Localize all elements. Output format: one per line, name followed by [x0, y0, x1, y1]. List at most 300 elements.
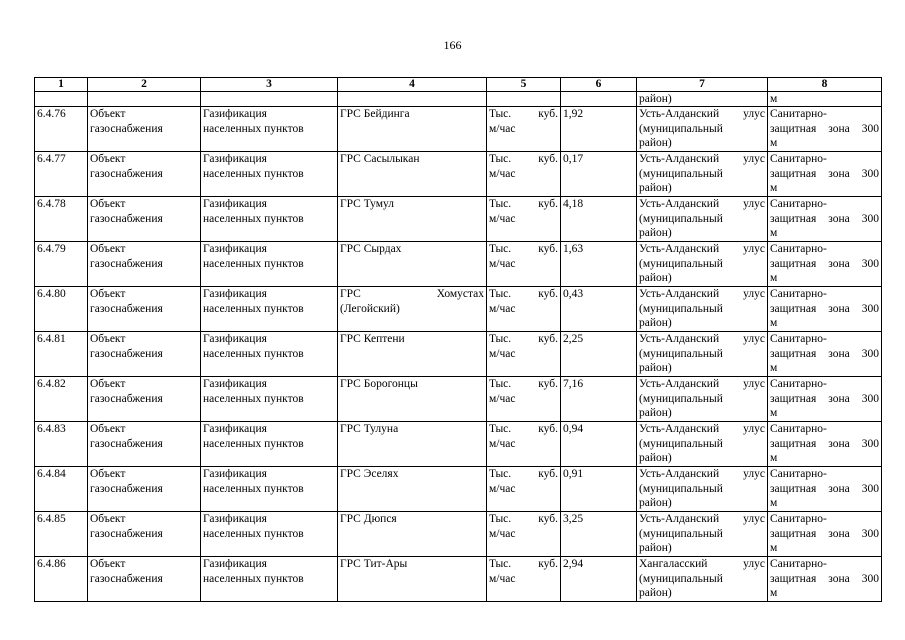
- cell-text-zone3: м: [770, 362, 778, 374]
- unit-cell: [487, 197, 561, 242]
- location-cell: [637, 557, 768, 602]
- location-cell: [637, 422, 768, 467]
- cell-text-zone2: защитная: [770, 167, 817, 180]
- cell-text-value: 0,91: [563, 468, 584, 480]
- cell-text-zone2: защитная: [770, 572, 817, 585]
- cell-text-unit1b: куб.: [538, 513, 558, 525]
- table-row: [35, 242, 882, 287]
- cell-text-num: 6.4.85: [37, 513, 66, 525]
- cell-text-loc2: (муниципальный: [639, 302, 723, 315]
- location-cell: [637, 332, 768, 377]
- cell-text-purp2: населенных пунктов: [203, 347, 304, 360]
- cell-text-loc1: Усть-Алданский: [639, 468, 720, 480]
- cell-text-zone1: Санитарно-: [770, 378, 827, 390]
- table-row: [35, 287, 882, 332]
- cell-text-loc1: Усть-Алданский: [639, 288, 720, 300]
- cell-text-value: 0,43: [563, 288, 584, 300]
- cell-text-name2: (Легойский): [340, 302, 400, 315]
- cell-text-unit1: Тыс.: [489, 333, 512, 345]
- value-cell: [561, 197, 637, 242]
- header-cell: 4: [338, 78, 487, 92]
- cell-text-value: 1,92: [563, 108, 584, 120]
- cell-text-loc1: Усть-Алданский: [639, 153, 720, 165]
- cell-text-zone2b: зона: [828, 437, 850, 450]
- cell-text-zone3: м: [770, 227, 778, 239]
- cell-text-unit2: м/час: [489, 392, 516, 405]
- table-cell: [88, 92, 201, 107]
- cell-text-zone2c: 300: [861, 347, 879, 360]
- cell-text-name1: ГРС Дюпся: [340, 513, 397, 525]
- cell-text-zone2c: 300: [861, 122, 879, 135]
- cell-text-obj1: Объект: [90, 333, 126, 345]
- name-word: Хомустах: [436, 288, 484, 300]
- object-type-cell: [88, 107, 201, 152]
- cell-text-loc3: район): [639, 137, 672, 149]
- cell-text-unit2: м/час: [489, 482, 516, 495]
- location-cell: [637, 467, 768, 512]
- value-cell: [561, 107, 637, 152]
- table-row: [35, 152, 882, 197]
- cell-text-zone2b: зона: [828, 527, 850, 540]
- name-word: ГРС: [340, 288, 361, 300]
- cell-text-zone2c: 300: [861, 437, 879, 450]
- cell-text-zone1: Санитарно-: [770, 153, 827, 165]
- value-cell: [561, 512, 637, 557]
- object-name-cell: [338, 377, 487, 422]
- location-cell: [637, 197, 768, 242]
- object-name-cell: [338, 467, 487, 512]
- cell-text-purp2: населенных пунктов: [203, 167, 304, 180]
- cell-text-obj1: Объект: [90, 468, 126, 480]
- cell-text-obj2: газоснабжения: [90, 122, 163, 135]
- cell-text-obj2: газоснабжения: [90, 392, 163, 405]
- cell-text-zone2b: зона: [828, 257, 850, 270]
- cell-text-purp1: Газификация: [203, 153, 267, 165]
- object-type-cell: [88, 242, 201, 287]
- zone-cell: [768, 332, 882, 377]
- location-cell: [637, 512, 768, 557]
- zone-cell: [768, 197, 882, 242]
- cell-text-obj1: Объект: [90, 288, 126, 300]
- cell-text-zone2c: 300: [861, 527, 879, 540]
- object-name-cell: [338, 422, 487, 467]
- cell-text-loc1b: улус: [743, 333, 765, 345]
- cell-text-zone1: Санитарно-: [770, 468, 827, 480]
- cell-text-loc3: район): [639, 497, 672, 509]
- object-name-cell: [338, 107, 487, 152]
- cell-text-num: 6.4.78: [37, 198, 66, 210]
- cell-text-unit1b: куб.: [538, 423, 558, 435]
- cell-text-purp2: населенных пунктов: [203, 482, 304, 495]
- cell-text-unit1: Тыс.: [489, 378, 512, 390]
- object-name-cell: [338, 332, 487, 377]
- cell-text-purp1: Газификация: [203, 423, 267, 435]
- cell-text-purp2: населенных пунктов: [203, 122, 304, 135]
- purpose-cell: [201, 557, 338, 602]
- cell-text-purp1: Газификация: [203, 513, 267, 525]
- row-number: [35, 197, 88, 242]
- cell-text-loc2: (муниципальный: [639, 437, 723, 450]
- purpose-cell: [201, 512, 338, 557]
- cell-text-unit1b: куб.: [538, 468, 558, 480]
- cell-text-loc1b: улус: [743, 198, 765, 210]
- cell-text-zone2c: 300: [861, 572, 879, 585]
- purpose-cell: [201, 467, 338, 512]
- row-number: [35, 422, 88, 467]
- cell-text-loc1: Усть-Алданский: [639, 423, 720, 435]
- cell-text-loc1: Усть-Алданский: [639, 378, 720, 390]
- cell-text-zone2c: 300: [861, 392, 879, 405]
- cell-text-obj2: газоснабжения: [90, 437, 163, 450]
- cell-text-loc3: район): [639, 587, 672, 599]
- cell-text-loc1b: улус: [743, 288, 765, 300]
- cell-text-loc1b: улус: [743, 558, 765, 570]
- unit-cell: [487, 152, 561, 197]
- cell-text-num: 6.4.83: [37, 423, 66, 435]
- cell-text-zone3: м: [770, 182, 778, 194]
- table-row: [35, 377, 882, 422]
- cell-text-loc3: район): [639, 407, 672, 419]
- cell-text-loc1: Усть-Алданский: [639, 513, 720, 525]
- cell-text-num: 6.4.80: [37, 288, 66, 300]
- continuation-row: [35, 92, 882, 107]
- header-row: [35, 78, 882, 92]
- cell-text-loc1: Хангаласский: [639, 558, 708, 570]
- value-cell: [561, 287, 637, 332]
- cell-text-loc2: (муниципальный: [639, 527, 723, 540]
- cell-text-unit1: Тыс.: [489, 198, 512, 210]
- table-row: [35, 512, 882, 557]
- cell-text-name1: ГРС Эселях: [340, 468, 399, 480]
- value-cell: [561, 422, 637, 467]
- cell-text-zone3: м: [770, 452, 778, 464]
- cell-text-unit1: Тыс.: [489, 288, 512, 300]
- cell-text-obj1: Объект: [90, 423, 126, 435]
- row-number: [35, 557, 88, 602]
- table-cell: [201, 92, 338, 107]
- cell-text-obj1: Объект: [90, 378, 126, 390]
- object-name-cell: [338, 557, 487, 602]
- header-cell: 7: [637, 78, 768, 92]
- cell-text-zone2: защитная: [770, 392, 817, 405]
- cell-text-purp2: населенных пунктов: [203, 392, 304, 405]
- cell-text-value: 4,18: [563, 198, 584, 210]
- cell-text-unit2: м/час: [489, 572, 516, 585]
- cell-text-loc3: район): [639, 272, 672, 284]
- cell-text-purp2: населенных пунктов: [203, 212, 304, 225]
- cell-text-obj2: газоснабжения: [90, 302, 163, 315]
- cell-text-loc3: район): [639, 317, 672, 329]
- cell-text-loc2: (муниципальный: [639, 257, 723, 270]
- table-cell: [35, 92, 88, 107]
- cell-text-unit2: м/час: [489, 437, 516, 450]
- cell-text-loc3: район): [639, 182, 672, 194]
- cell-text-loc2: (муниципальный: [639, 482, 723, 495]
- cell-text-num: 6.4.76: [37, 108, 66, 120]
- unit-cell: [487, 377, 561, 422]
- cell-text-unit1: Тыс.: [489, 153, 512, 165]
- cell-text-unit1: Тыс.: [489, 513, 512, 525]
- unit-cell: [487, 287, 561, 332]
- cell-text-num: 6.4.86: [37, 558, 66, 570]
- cell-text-zone1: Санитарно-: [770, 198, 827, 210]
- cell-text-obj2: газоснабжения: [90, 527, 163, 540]
- cell-text-loc2: (муниципальный: [639, 167, 723, 180]
- unit-cell: [487, 107, 561, 152]
- cell-text-obj2: газоснабжения: [90, 572, 163, 585]
- cell-text-value: 0,17: [563, 153, 584, 165]
- cell-text-value: 2,94: [563, 558, 584, 570]
- cell-text-purp1: Газификация: [203, 558, 267, 570]
- cell-text-value: 0,94: [563, 423, 584, 435]
- cell-text-obj1: Объект: [90, 108, 126, 120]
- value-cell: [561, 467, 637, 512]
- cell-text-purp2: населенных пунктов: [203, 527, 304, 540]
- cell-text-loc3: район): [639, 362, 672, 374]
- cell-text-obj1: Объект: [90, 153, 126, 165]
- cell-text-zone2c: 300: [861, 302, 879, 315]
- cell-text-name1: ГРС Кептени: [340, 333, 405, 345]
- cell-text-purp2: населенных пунктов: [203, 437, 304, 450]
- cell-text-unit2: м/час: [489, 212, 516, 225]
- cell-text-num: 6.4.81: [37, 333, 66, 345]
- cell-text-zone2: защитная: [770, 212, 817, 225]
- location-cell: [637, 242, 768, 287]
- table-row: [35, 467, 882, 512]
- cell-text-value: 3,25: [563, 513, 584, 525]
- location-cell: [637, 152, 768, 197]
- cell-text-loc1: Усть-Алданский: [639, 108, 720, 120]
- cell-text-zone2c: 300: [861, 167, 879, 180]
- location-cell: [637, 287, 768, 332]
- purpose-cell: [201, 152, 338, 197]
- cell-text-loc2: (муниципальный: [639, 347, 723, 360]
- value-cell: [561, 332, 637, 377]
- cell-text-value: 7,16: [563, 378, 584, 390]
- cell-text-name1: ГРС Сасылыкан: [340, 153, 420, 165]
- row-number: [35, 467, 88, 512]
- cell-text-loc1b: улус: [743, 243, 765, 255]
- object-type-cell: [88, 557, 201, 602]
- page-number: 166: [443, 38, 462, 52]
- cell-text-purp1: Газификация: [203, 243, 267, 255]
- object-name-cell: [338, 512, 487, 557]
- cell-text-zone2b: зона: [828, 122, 850, 135]
- cell-text-unit1b: куб.: [538, 558, 558, 570]
- table-row: [35, 332, 882, 377]
- cell-text-zone2b: зона: [828, 572, 850, 585]
- object-name-cell: [338, 287, 487, 332]
- row-number: [35, 332, 88, 377]
- cell-text-zone3: м: [770, 407, 778, 419]
- object-type-cell: [88, 287, 201, 332]
- cell-text-loc1b: улус: [743, 468, 765, 480]
- table-row: [35, 107, 882, 152]
- table-row: [35, 422, 882, 467]
- cell-text-unit1b: куб.: [538, 243, 558, 255]
- cell-text-zone2b: зона: [828, 482, 850, 495]
- table-cell: [338, 92, 487, 107]
- cell-text-name1: ГРС Тумул: [340, 198, 395, 210]
- cell-text-obj2: газоснабжения: [90, 347, 163, 360]
- cell-text-unit2: м/час: [489, 122, 516, 135]
- cell-text-name1: [340, 287, 484, 302]
- unit-cell: [487, 512, 561, 557]
- cell-text-zone1: Санитарно-: [770, 288, 827, 300]
- header-cell: 3: [201, 78, 338, 92]
- cell-text-zone1: Санитарно-: [770, 333, 827, 345]
- cell-text-zone3: м: [770, 587, 778, 599]
- cell-text-obj2: газоснабжения: [90, 482, 163, 495]
- cell-text-obj1: Объект: [90, 513, 126, 525]
- object-type-cell: [88, 197, 201, 242]
- cell-text-loc1: Усть-Алданский: [639, 198, 720, 210]
- cell-text-zone3: м: [770, 137, 778, 149]
- cell-text-zone3: м: [770, 317, 778, 329]
- header-cell: 1: [35, 78, 88, 92]
- cell-text-loc1b: улус: [743, 108, 765, 120]
- cell-text-zone2b: зона: [828, 167, 850, 180]
- unit-cell: [487, 422, 561, 467]
- cell-text-obj2: газоснабжения: [90, 167, 163, 180]
- cell-text-unit2: м/час: [489, 257, 516, 270]
- value-cell: [561, 152, 637, 197]
- cell-text-unit1b: куб.: [538, 108, 558, 120]
- cell-text-unit1: Тыс.: [489, 108, 512, 120]
- zone-cell: [768, 422, 882, 467]
- purpose-cell: [201, 332, 338, 377]
- cell-text-purp2: населенных пунктов: [203, 572, 304, 585]
- purpose-cell: [201, 107, 338, 152]
- cell-text-value: 1,63: [563, 243, 584, 255]
- cell-text-zone2: защитная: [770, 437, 817, 450]
- cell-text-num: 6.4.84: [37, 468, 66, 480]
- cell-text-zone2c: 300: [861, 482, 879, 495]
- row-number: [35, 152, 88, 197]
- cell-text-zone2: защитная: [770, 122, 817, 135]
- cell-text-zone1: Санитарно-: [770, 513, 827, 525]
- cell-text-name1: ГРС Борогонцы: [340, 378, 418, 390]
- cell-text-purp1: Газификация: [203, 333, 267, 345]
- cell-text-loc1b: улус: [743, 378, 765, 390]
- object-type-cell: [88, 467, 201, 512]
- cell-text-purp1: Газификация: [203, 468, 267, 480]
- cell-text-zone2c: 300: [861, 257, 879, 270]
- objects-table: [34, 77, 882, 602]
- cell-text-obj1: Объект: [90, 243, 126, 255]
- unit-cell: [487, 332, 561, 377]
- cell-text-purp1: Газификация: [203, 378, 267, 390]
- row-number: [35, 512, 88, 557]
- cell-text-loc1b: улус: [743, 423, 765, 435]
- object-name-cell: [338, 242, 487, 287]
- cell-text-zone1: Санитарно-: [770, 243, 827, 255]
- header-cell: 6: [561, 78, 637, 92]
- cell-text-zone2: защитная: [770, 527, 817, 540]
- zone-cell: [768, 152, 882, 197]
- unit-cell: [487, 467, 561, 512]
- cell-text-purp2: населенных пунктов: [203, 257, 304, 270]
- cell-text-num: 6.4.82: [37, 378, 66, 390]
- cell-text-unit1b: куб.: [538, 378, 558, 390]
- cell-text-name1: ГРС Бейдинга: [340, 108, 410, 120]
- zone-cell: [768, 467, 882, 512]
- cell-text-unit1b: куб.: [538, 333, 558, 345]
- table-row: [35, 197, 882, 242]
- cell-text-zone1: Санитарно-: [770, 108, 827, 120]
- row-number: [35, 287, 88, 332]
- cell-text-zone2b: зона: [828, 347, 850, 360]
- cell-text-loc2: (муниципальный: [639, 122, 723, 135]
- purpose-cell: [201, 197, 338, 242]
- location-cell: [637, 107, 768, 152]
- cell-text-obj1: Объект: [90, 558, 126, 570]
- cell-text-name1: ГРС Тит-Ары: [340, 558, 408, 570]
- row-number: [35, 377, 88, 422]
- cell-text-unit1: Тыс.: [489, 243, 512, 255]
- cell-text-unit1b: куб.: [538, 198, 558, 210]
- cell-text-obj2: газоснабжения: [90, 257, 163, 270]
- value-cell: [561, 377, 637, 422]
- cell-text-loc2: (муниципальный: [639, 212, 723, 225]
- object-name-cell: [338, 197, 487, 242]
- cell-text-purp1: Газификация: [203, 108, 267, 120]
- table-cell: район): [637, 92, 768, 107]
- object-type-cell: [88, 377, 201, 422]
- cell-text-zone3: м: [770, 497, 778, 509]
- zone-cell: [768, 512, 882, 557]
- header-cell: 2: [88, 78, 201, 92]
- table-row: [35, 557, 882, 602]
- value-cell: [561, 242, 637, 287]
- cell-text-name1: ГРС Тулуна: [340, 423, 399, 435]
- cell-text-unit1: Тыс.: [489, 423, 512, 435]
- cell-text-loc1: Усть-Алданский: [639, 333, 720, 345]
- purpose-cell: [201, 422, 338, 467]
- cell-text-loc1b: улус: [743, 153, 765, 165]
- cell-text-unit1: Тыс.: [489, 558, 512, 570]
- cell-text-loc3: район): [639, 542, 672, 554]
- cell-text-zone3: м: [770, 542, 778, 554]
- purpose-cell: [201, 377, 338, 422]
- cell-text-unit2: м/час: [489, 527, 516, 540]
- cell-text-unit2: м/час: [489, 302, 516, 315]
- cell-text-loc2: (муниципальный: [639, 572, 723, 585]
- cell-text-obj2: газоснабжения: [90, 212, 163, 225]
- row-number: [35, 242, 88, 287]
- cell-text-zone1: Санитарно-: [770, 423, 827, 435]
- cell-text-loc1b: улус: [743, 513, 765, 525]
- location-cell: [637, 377, 768, 422]
- cell-text-obj1: Объект: [90, 198, 126, 210]
- zone-cell: [768, 242, 882, 287]
- purpose-cell: [201, 242, 338, 287]
- zone-cell: [768, 107, 882, 152]
- purpose-cell: [201, 287, 338, 332]
- object-type-cell: [88, 152, 201, 197]
- object-type-cell: [88, 332, 201, 377]
- cell-text-value: 2,25: [563, 333, 584, 345]
- unit-cell: [487, 557, 561, 602]
- cell-text-zone2c: 300: [861, 212, 879, 225]
- cell-text-zone2: защитная: [770, 347, 817, 360]
- cell-text-loc2: (муниципальный: [639, 392, 723, 405]
- object-type-cell: [88, 422, 201, 467]
- cell-text-purp1: Газификация: [203, 288, 267, 300]
- cell-text-zone2b: зона: [828, 212, 850, 225]
- cell-text-num: 6.4.77: [37, 153, 66, 165]
- cell-text-num: 6.4.79: [37, 243, 66, 255]
